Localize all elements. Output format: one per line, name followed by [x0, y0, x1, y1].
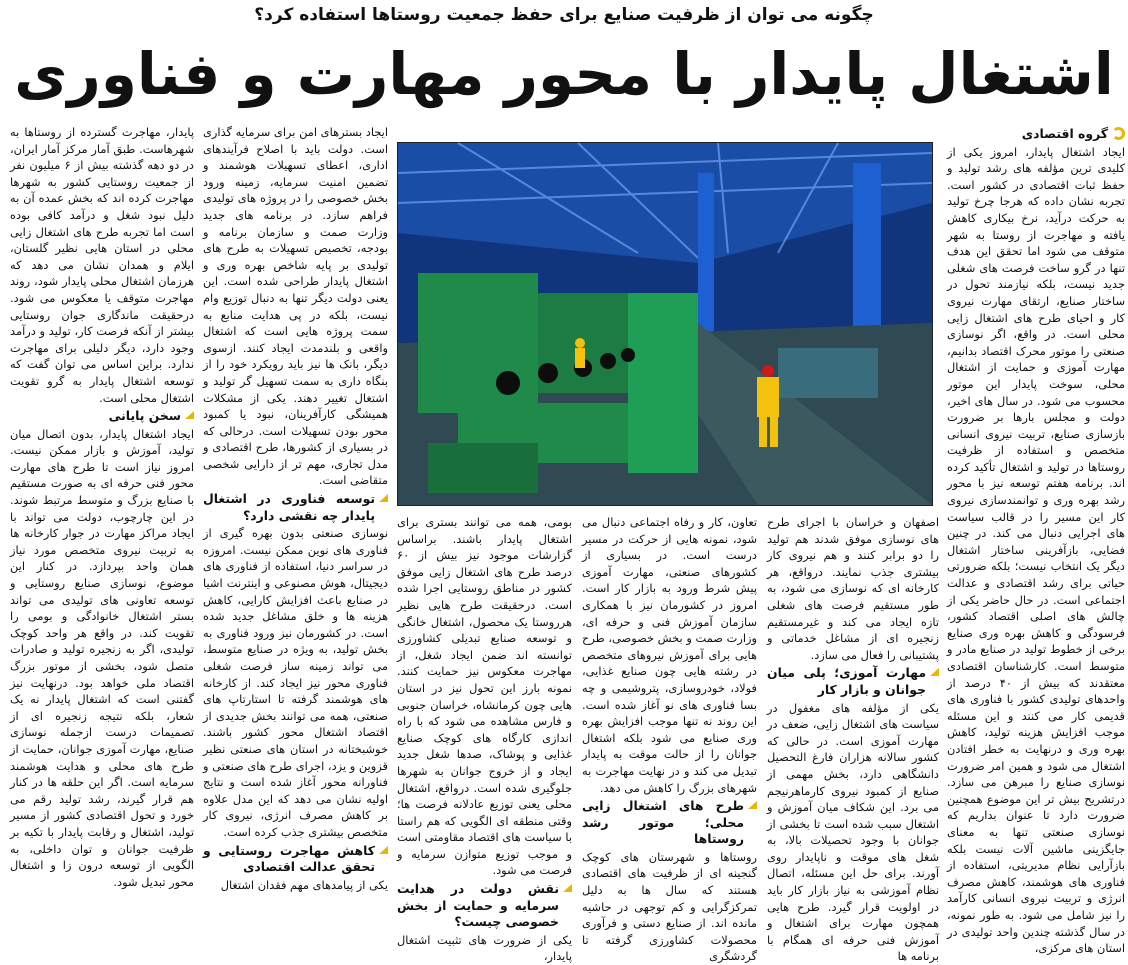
- paragraph: نوسازی صنعتی بدون بهره گیری از فناوری های نوین ممکن نیست. امروزه در سراسر دنیا، استفاده از فناوری های دیجیتال، هوش مصنوعی و اینترنت اشیا در صنایع باعث افزایش کارایی، کاهش هزینه ها و خلق مشاغل جدید شده است. در کشورمان نیز ورود فناوری به بخش تولید، به ویژه در صنایع متوسط، می تواند زمینه ساز فرصت شغلی فناوری محور نیز ایجاد کند. از کارخانه های هوشمند گرفته تا استارتاپ های صنعتی، همه می توانند بخش جدیدی از اقتصاد اشتغال محور کشور باشند. خوشبختانه در استان های صنعتی نظیر قزوین و یزد، اجرای طرح های صنعتی و فناورانه محور آغاز شده است و نتایج اولیه نشان می دهد که این مدل علاوه بر کاهش مصرف انرژی، نیروی کار متخصص بیشتری جذب کرده است.: [203, 526, 388, 839]
- subheading: کاهش مهاجرت روستایی و تحقق عدالت اقتصادی: [203, 843, 388, 876]
- section-marker-icon: [185, 411, 194, 419]
- subheading: توسعه فناوری در اشتغال پایدار چه نقشی دارد؟: [203, 491, 388, 524]
- section-marker-icon: [379, 846, 388, 854]
- section-marker-icon: [563, 884, 572, 892]
- column-1: [947, 124, 1125, 956]
- subheading: مهارت آموزی؛ پلی میان جوانان و بازار کار: [767, 665, 939, 698]
- paragraph: روستاها و شهرستان های کوچک گنجینه ای از ظرفیت های اقتصادی هستند که سال ها به دلیل تمرکزگرایی و کم توجهی در حاشیه مانده اند. از صنایع دستی و فرآوری محصولات کشاورزی گرفته تا گردشگری: [582, 849, 757, 964]
- subheading: طرح های اشتغال زایی محلی؛ موتور رشد روستاها: [582, 798, 757, 848]
- subheading: نقش دولت در هدایت سرمایه و حمایت از بخش خصوصی چیست؟: [397, 881, 572, 931]
- paragraph: ایجاد بسترهای امن برای سرمایه گذاری است. دولت باید با اصلاح فرآیندهای اداری، اعطای تسهیلات هوشمند و تضمین امنیت سرمایه، زمینه ورود بخش خصوصی را در پروژه های تولیدی فراهم سازد. در برنامه های جدید وزارت صمت و سازمان برنامه و بودجه، تخصیص تسهیلات به طرح های تولیدی بر پایه شاخص بهره وری و اشتغال پایدار طراحی شده است. این یعنی دولت دیگر تنها به دنبال توزیع وام نیست، بلکه در پی هدایت منابع به سمت پروژه هایی است که اشتغال واقعی و بلندمدت ایجاد کنند. ازسوی دیگر، بانک ها نیز باید رویکرد خود را از بنگاه داری به سمت تسهیل گر تولید و اشتغال تغییر دهند. یکی از مشکلات همیشگی کارآفرینان، نبود یا کمبود محور بودن تسهیلات است. درحالی که در بسیاری از کشورها، طرح اقتصادی و مدل تجاری، مهم تر از دارایی شخصی متقاضی است.: [203, 125, 388, 488]
- section-marker-icon: [930, 668, 939, 676]
- factory-illustration: [398, 143, 932, 505]
- factory-photo: [397, 142, 933, 506]
- paragraph: پایدار، مهاجرت گسترده از روستاها به شهرهاست. طبق آمار مرکز آمار ایران، در دو دهه گذشته بیش از ۶ میلیون نفر از جمعیت روستایی کشور به شهرها مهاجرت کرده اند که بخش عمده آن به دلیل نبود شغل و درآمد کافی بوده است اما تجربه طرح های اشتغال زایی محلی در استان هایی نظیر گلستان، ایلام و همدان نشان می دهد که هرزمان اشتغال محلی پایدار شود، روند مهاجرت متوقف یا معکوس می شود. درحقیقت ماندگاری جوان روستایی بیشتر از آنکه فرصت کار، تولید و درآمد وجود دارد، دیگر دلیلی برای مهاجرت ندارد. براین اساس می توان گفت که توسعه اشتغال پایدار به گرو تقویت اشتغال محلی است.: [10, 125, 194, 405]
- paragraph: یکی از مؤلفه های مغفول در سیاست های اشتغال زایی، ضعف در مهارت آموزی است. در حالی که کشور سالانه هزاران فارغ التحصیل دانشگاهی دارد، بخش مهمی از صنایع از کمبود نیروی کارماهرنیجم می برد. این شکاف میان آموزش و اشتغال سبب شده است تا بخشی از جوانان با وجود تحصیلات بالا، به شغل های موقت و ناپایدار روی آورند. برای حل این مسئله، اتصال نظام آموزشی به نیاز بازار کار باید در اولویت قرار گیرد. طرح هایی همچون مهارت برای اشتغال و آموزش فنی حرفه ای همگام با برنامه ها: [767, 700, 939, 964]
- headline: اشتغال پایدار با محور مهارت و فناوری: [14, 40, 1114, 108]
- paragraph: یکی از ضرورت های تثبیت اشتغال پایدار،: [397, 932, 572, 964]
- paragraph: یکی از پیامدهای مهم فقدان اشتغال: [220, 877, 388, 892]
- column-6: [10, 124, 194, 916]
- paragraph: ایجاد اشتغال پایدار، امروز یکی از کلیدی ترین مؤلفه های رشد تولید و حفظ ثبات اقتصادی در کشور است. تجربه نشان داده که هرجا چرخ تولید به حرکت درآید، نرخ بیکاری کاهش یافته و مهاجرت از روستا به شهر متوقف می شود اما تحقق این هدف تنها در گرو ساخت فرصت های شغلی جدید نیست، بلکه نیازمند تحول در ساختار صنایع، ارتقای مهارت نیروی کار و احیای طرح های اشتغال زایی محلی است. در واقع، اگر نوسازی صنعتی را موتور محرک اقتصاد بدانیم، مهارت آموزی و حمایت از اشتغال محلی، سوخت پایدار این موتور محسوب می شود. در سال های اخیر، دولت و مجلس بارها بر ضرورت بازسازی صنایع، تربیت نیروی انسانی متخصص و استفاده از ظرفیت روستاها در تولید و اشتغال تأکید کرده اند. برنامه هفتم توسعه نیز با محور رشد بهره وری و توانمندسازی نیروی کار این مسیر را در قالب سیاست های اجرایی دنبال می کند. در چنین فضایی، بازآفرینی ساختار اشتغال دیگر یک انتخاب نیست؛ بلکه ضرورتی حیاتی برای رشد اقتصادی و عدالت اجتماعی است. در حال حاضر یکی از چالش های اصلی اقتصاد کشور، فرسودگی و کاهش بهره وری صنایع برخی از خطوط تولید در صنایع مادر و متوسط است. کارشناسان اقتصادی معتقدند که بیش از ۴۰ درصد از واحدهای تولیدی کشور با فناوری های قدیمی کار می کنند و این مسئله موجب افزایش هزینه تولید، کاهش بهره وری و درنهایت به خطر افتادن اشتغال می شود و همین امر ضرورت نوسازی صنایع را مبرهن می سازد. درتشریح بیش تر این موضوع همچنین ضرورت دارد تا عنوان بداریم که نوسازی صنعتی تنها به معنای جایگزینی ماشین آلات نیست بلکه بازآرایی نظام مدیریتی، استفاده از فناوری های هوشمند، کاهش مصرف انرژی و تربیت نیروی انسانی کارآمد را نیز شامل می شود. به طور نمونه، در سال گذشته چندین واحد تولیدی در استان های مرکزی،: [947, 144, 1125, 956]
- column-5: [203, 124, 388, 916]
- column-3: [582, 514, 757, 964]
- publication-logo-icon: [1112, 127, 1125, 140]
- paragraph: اصفهان و خراسان با اجرای طرح های نوسازی موفق شدند هم تولید را دو برابر کنند و هم نیروی کار بیشتری جذب نمایند. درواقع، هر کارخانه ای که نوسازی می شود، به طور مستقیم فرصت های شغلی تازه ایجاد می کند و غیرمستقیم زنجیره ای از مشاغل خدماتی و پشتیبانی را فعال می سازد.: [767, 515, 939, 662]
- section-marker-icon: [748, 801, 757, 809]
- kicker: چگونه می توان از ظرفیت صنایع برای حفظ جمعیت روستاها استفاده کرد؟: [254, 5, 874, 25]
- column-4: [397, 514, 572, 964]
- section-marker-icon: [379, 494, 388, 502]
- subheading: سخن پایانی: [10, 408, 194, 425]
- paragraph: تعاون، کار و رفاه اجتماعی دنبال می شود، نمونه هایی از حرکت در مسیر درست است. در بسیاری از کشورهای صنعتی، مهارت آموزی پیش شرط ورود به بازار کار است. امروز در کشورمان نیز با همکاری سازمان آموزش فنی و حرفه ای، وزارت صمت و بخش خصوصی، طرح هایی برای آموزش نیروهای متخصص در رشته هایی چون صنایع غذایی، فولاد، خودروسازی، پتروشیمی و چه بسا فناوری های نو آغاز شده است. این روند نه تنها موجب افزایش بهره وری صنایع می شود بلکه اشتغال جوانان را از حالت موقت به پایدار تبدیل می کند و در نهایت مهاجرت به شهرهای بزرگ را کاهش می دهد.: [582, 515, 757, 795]
- paragraph: ایجاد اشتغال پایدار، بدون اتصال میان تولید، آموزش و بازار ممکن نیست. امروز نیاز است تا طرح های مهارت محور فنی حرفه ای به صورت مستقیم با صنایع بزرگ و متوسط مرتبط شوند. در این چارچوب، دولت می تواند با ایجاد مراکز مهارت در جوار کارخانه ها به تربیت نیروی متخصص مورد نیاز همان واحد بپردازد. در کنار این موضوع، نوسازی صنایع روستایی و توسعه تعاونی های تولیدی می تواند بستر اشتغال خانوادگی و بومی را تقویت کند. در واقع هر واحد کوچک تولیدی، اگر به زنجیره تولید و صادرات متصل شود، بخشی از موتور بزرگ اقتصاد ملی خواهد بود. درنهایت نیز گفتنی است که اشتغال پایدار نه یک شعار، بلکه نتیجه زنجیره ای از تصمیمات درست ازجمله نوسازی صنایع، مهارت آموزی جوانان، حمایت از طرح های محلی و هدایت هوشمند سرمایه است. اگر این حلقه ها در کنار هم قرار گیرند، رشد تولید رقم می خورد و تحول اقتصادی کشور از مسیر تولید، اشتغال و رقابت پایدار با تکیه بر ظرفیت جوانان و توان داخلی، به الگویی از توسعه درون زا و اشتغال محور تبدیل شود.: [10, 426, 194, 889]
- byline: گروه اقتصادی: [947, 126, 1125, 143]
- paragraph: بومی، همه می توانند بستری برای اشتغال پایدار باشند. براساس گزارشات موجود نیز بیش از ۶۰ درصد طرح های اشتغال زایی موفق کشور در مناطق روستایی اجرا شده است. درحقیقت طرح هایی نظیر هرروستا یک محصول، اشتغال خانگی و توسعه صنایع تبدیلی کشاورزی توانسته اند ضمن ایجاد شغل، از مهاجرت معکوس نیز حمایت کنند. نمونه بارز این تحول نیز در استان هایی چون کرمانشاه، خراسان جنوبی و فارس مشاهده می شود که با راه اندازی کارگاه های کوچک صنایع غذایی و پوشاک، صدها شغل جدید ایجاد و از خروج جوانان به شهرها جلوگیری شده است. درواقع، اشتغال محلی یعنی توزیع عادلانه فرصت ها؛ وقتی منطقه ای الگویی که هم راستا با سیاست های اقتصاد مقاومتی است و موجب توزیع متوازن سرمایه و فرصت می شود.: [397, 515, 572, 878]
- column-2: [767, 514, 939, 964]
